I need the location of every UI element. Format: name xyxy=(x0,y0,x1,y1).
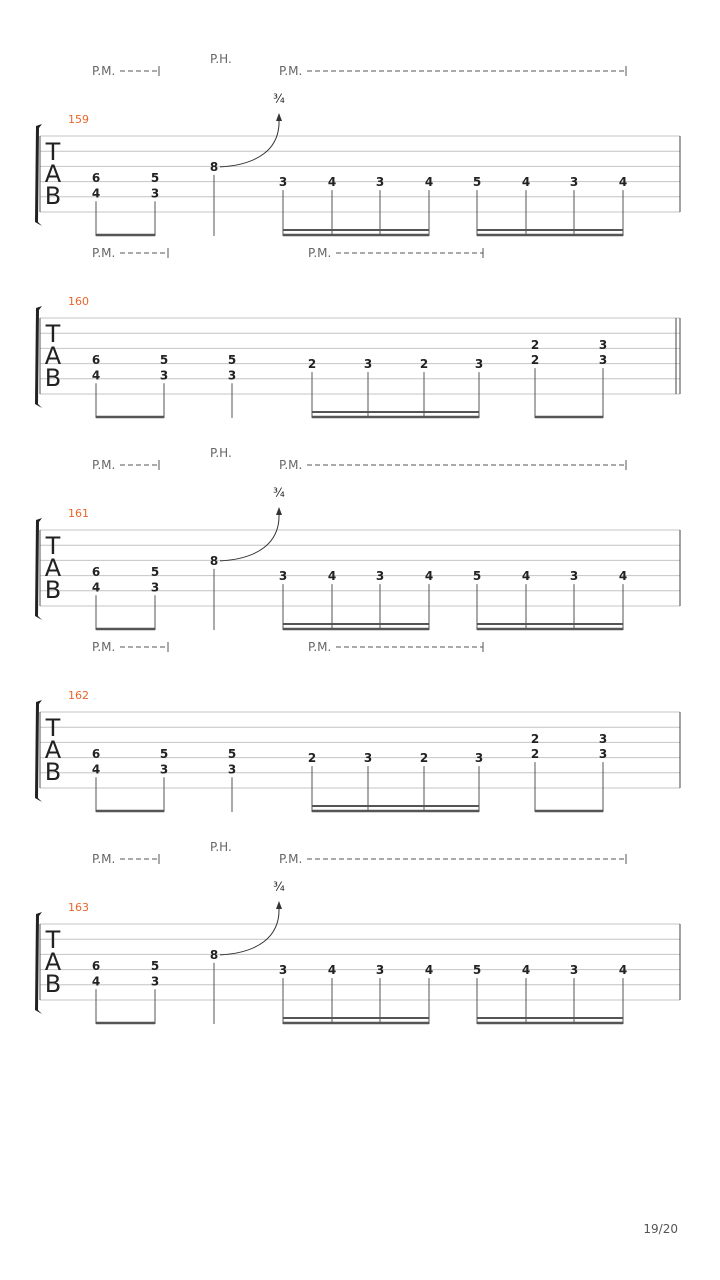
palm-mute-label: P.M. xyxy=(308,640,332,654)
tab-note xyxy=(364,751,372,812)
tab-note xyxy=(209,486,288,630)
fret-number: 5 xyxy=(227,747,237,762)
tab-note xyxy=(420,751,428,812)
bend-curve xyxy=(220,514,279,561)
fret-number: 4 xyxy=(91,580,101,595)
bend-curve xyxy=(220,120,279,167)
fret-number: 3 xyxy=(278,569,288,584)
fret-number: 4 xyxy=(521,963,531,978)
fret-number: 2 xyxy=(530,731,540,746)
pinch-harmonic-label: P.H. xyxy=(210,52,232,66)
tab-note xyxy=(209,880,288,1024)
tab-note xyxy=(522,963,530,1024)
fret-number: 3 xyxy=(159,762,169,777)
fret-number: 4 xyxy=(327,963,337,978)
fret-number: 2 xyxy=(530,337,540,352)
tab-system-161 xyxy=(35,446,680,630)
fret-number: 3 xyxy=(278,963,288,978)
tab-letter-b: B xyxy=(44,182,62,210)
staff-bracket xyxy=(35,912,42,1014)
tab-note xyxy=(328,175,336,236)
palm-mute-label: P.M. xyxy=(279,64,303,78)
fret-number: 8 xyxy=(209,159,219,174)
fret-number: 5 xyxy=(472,175,482,190)
pinch-harmonic-label: P.H. xyxy=(210,840,232,854)
fret-number: 4 xyxy=(521,569,531,584)
fret-number: 6 xyxy=(91,565,101,580)
tab-letter-b: B xyxy=(44,758,62,786)
staff-bracket xyxy=(35,700,42,802)
fret-number: 2 xyxy=(419,751,429,766)
palm-mute-label: P.M. xyxy=(279,458,303,472)
measure-number: 160 xyxy=(68,295,89,308)
fret-number: 5 xyxy=(150,959,160,974)
tab-note xyxy=(279,963,287,1024)
tab-note xyxy=(92,565,100,630)
tab-note xyxy=(425,963,433,1024)
tab-note xyxy=(92,959,100,1024)
tab-note xyxy=(570,963,578,1024)
tab-note xyxy=(209,92,288,236)
tab-letter-b: B xyxy=(44,364,62,392)
tab-note xyxy=(328,569,336,630)
bend-arrowhead xyxy=(276,113,282,121)
tab-note xyxy=(151,565,159,630)
tab-note xyxy=(151,171,159,236)
fret-number: 8 xyxy=(209,553,219,568)
fret-number: 3 xyxy=(150,580,160,595)
fret-number: 5 xyxy=(472,569,482,584)
fret-number: 5 xyxy=(150,565,160,580)
bend-amount: ¾ xyxy=(273,880,285,894)
measure-number: 163 xyxy=(68,901,89,914)
palm-mute-label: P.M. xyxy=(92,640,116,654)
palm-mute-label: P.M. xyxy=(308,246,332,260)
tab-letter-b: B xyxy=(44,576,62,604)
tab-note xyxy=(92,747,100,812)
tab-letter-a: A xyxy=(44,160,62,188)
palm-mute-label: P.M. xyxy=(92,852,116,866)
tab-note xyxy=(151,959,159,1024)
fret-number: 3 xyxy=(375,963,385,978)
tab-note xyxy=(619,175,627,236)
fret-number: 6 xyxy=(91,353,101,368)
fret-number: 6 xyxy=(91,959,101,974)
tab-letter-t: T xyxy=(45,138,61,166)
measure-number: 161 xyxy=(68,507,89,520)
fret-number: 3 xyxy=(375,569,385,584)
fret-number: 3 xyxy=(598,747,608,762)
fret-number: 5 xyxy=(150,171,160,186)
tab-letter-a: A xyxy=(44,554,62,582)
tab-system-160 xyxy=(35,246,680,418)
tab-note xyxy=(160,747,168,812)
measure-number: 162 xyxy=(68,689,89,702)
fret-number: 3 xyxy=(150,974,160,989)
fret-number: 3 xyxy=(363,357,373,372)
fret-number: 2 xyxy=(419,357,429,372)
tab-note xyxy=(473,569,481,630)
fret-number: 4 xyxy=(327,175,337,190)
tab-note xyxy=(570,569,578,630)
tab-note xyxy=(376,175,384,236)
fret-number: 4 xyxy=(618,569,628,584)
fret-number: 2 xyxy=(530,353,540,368)
tab-letter-a: A xyxy=(44,948,62,976)
palm-mute-label: P.M. xyxy=(279,852,303,866)
tab-note xyxy=(228,353,236,418)
fret-number: 4 xyxy=(618,175,628,190)
fret-number: 5 xyxy=(159,747,169,762)
tab-note xyxy=(308,357,316,418)
fret-number: 4 xyxy=(424,175,434,190)
fret-number: 3 xyxy=(569,963,579,978)
tab-note xyxy=(475,751,483,812)
bend-curve xyxy=(220,908,279,955)
fret-number: 3 xyxy=(569,569,579,584)
fret-number: 5 xyxy=(227,353,237,368)
tab-letter-t: T xyxy=(45,926,61,954)
fret-number: 4 xyxy=(424,569,434,584)
tab-note xyxy=(599,338,607,418)
tab-letter-b: B xyxy=(44,970,62,998)
tab-note xyxy=(475,357,483,418)
fret-number: 4 xyxy=(91,368,101,383)
tab-note xyxy=(376,963,384,1024)
fret-number: 3 xyxy=(598,731,608,746)
tab-note xyxy=(619,569,627,630)
tab-note xyxy=(92,353,100,418)
fret-number: 6 xyxy=(91,747,101,762)
staff-bracket xyxy=(35,518,42,620)
fret-number: 4 xyxy=(91,974,101,989)
pinch-harmonic-label: P.H. xyxy=(210,446,232,460)
palm-mute-label: P.M. xyxy=(92,64,116,78)
tab-note xyxy=(364,357,372,418)
fret-number: 3 xyxy=(598,353,608,368)
fret-number: 4 xyxy=(91,762,101,777)
page-number: 19/20 xyxy=(643,1222,678,1236)
fret-number: 5 xyxy=(159,353,169,368)
bend-amount: ¾ xyxy=(273,92,285,106)
tab-note xyxy=(328,963,336,1024)
tab-note xyxy=(522,175,530,236)
tab-note xyxy=(599,732,607,812)
measure-number: 159 xyxy=(68,113,89,126)
tab-note xyxy=(420,357,428,418)
tab-letter-t: T xyxy=(45,532,61,560)
fret-number: 3 xyxy=(159,368,169,383)
staff-bracket xyxy=(35,306,42,408)
tab-note xyxy=(473,963,481,1024)
tab-note xyxy=(92,171,100,236)
tab-note xyxy=(425,569,433,630)
tab-letter-a: A xyxy=(44,736,62,764)
staff-bracket xyxy=(35,124,42,226)
fret-number: 4 xyxy=(424,963,434,978)
bend-arrowhead xyxy=(276,901,282,909)
fret-number: 4 xyxy=(91,186,101,201)
palm-mute-label: P.M. xyxy=(92,246,116,260)
tab-note xyxy=(531,338,539,418)
fret-number: 3 xyxy=(227,368,237,383)
tab-note xyxy=(619,963,627,1024)
fret-number: 3 xyxy=(278,175,288,190)
bend-amount: ¾ xyxy=(273,486,285,500)
fret-number: 3 xyxy=(363,751,373,766)
tab-note xyxy=(279,569,287,630)
fret-number: 8 xyxy=(209,947,219,962)
tab-note xyxy=(376,569,384,630)
fret-number: 4 xyxy=(327,569,337,584)
fret-number: 6 xyxy=(91,171,101,186)
fret-number: 5 xyxy=(472,963,482,978)
fret-number: 2 xyxy=(307,751,317,766)
tab-note xyxy=(228,747,236,812)
fret-number: 3 xyxy=(598,337,608,352)
tab-note xyxy=(160,353,168,418)
tab-note xyxy=(473,175,481,236)
tab-letter-t: T xyxy=(45,714,61,742)
tab-note xyxy=(425,175,433,236)
tab-system-162 xyxy=(35,640,680,812)
tab-note xyxy=(308,751,316,812)
tab-system-159 xyxy=(35,52,680,236)
fret-number: 3 xyxy=(474,357,484,372)
tab-letter-a: A xyxy=(44,342,62,370)
tab-note xyxy=(570,175,578,236)
fret-number: 3 xyxy=(375,175,385,190)
fret-number: 3 xyxy=(474,751,484,766)
fret-number: 4 xyxy=(521,175,531,190)
tab-note xyxy=(531,732,539,812)
bend-arrowhead xyxy=(276,507,282,515)
tab-note xyxy=(522,569,530,630)
tab-system-163 xyxy=(35,840,680,1024)
fret-number: 2 xyxy=(307,357,317,372)
fret-number: 4 xyxy=(618,963,628,978)
fret-number: 3 xyxy=(227,762,237,777)
tab-note xyxy=(279,175,287,236)
fret-number: 3 xyxy=(569,175,579,190)
tab-letter-t: T xyxy=(45,320,61,348)
palm-mute-label: P.M. xyxy=(92,458,116,472)
fret-number: 2 xyxy=(530,747,540,762)
fret-number: 3 xyxy=(150,186,160,201)
